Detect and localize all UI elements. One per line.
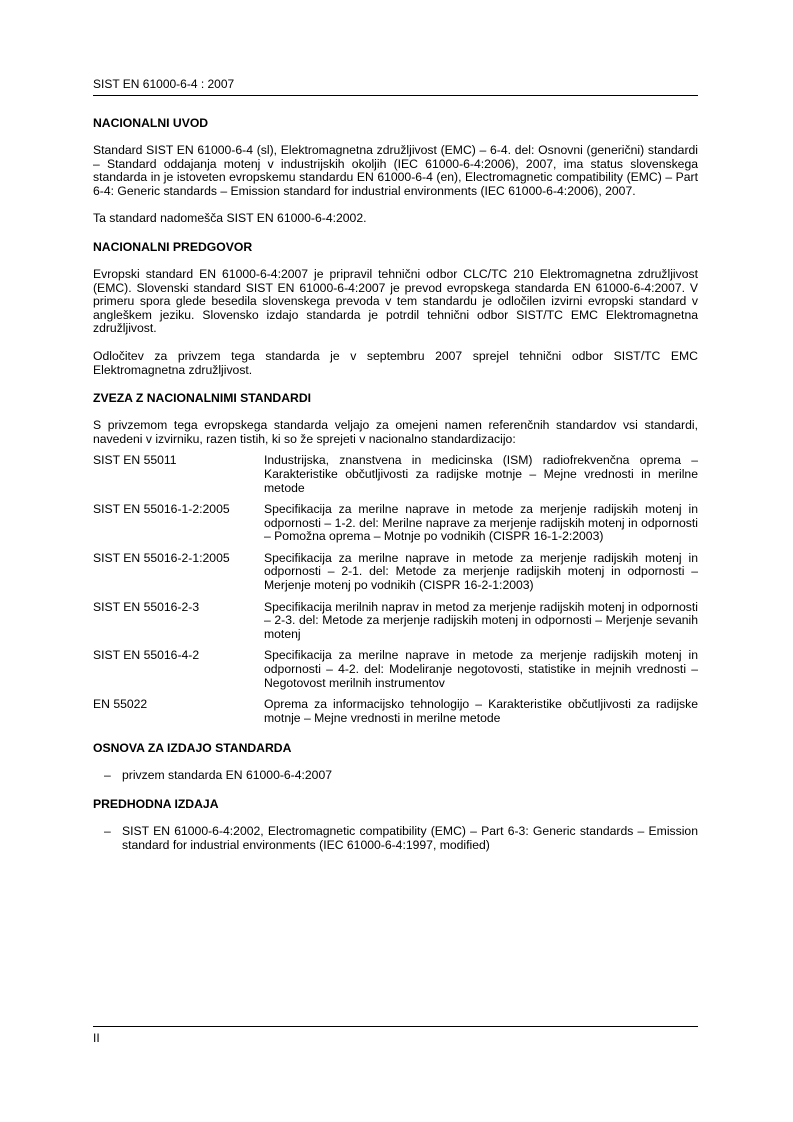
standard-description: Specifikacija za merilne naprave in metode za merjenje radijskih motenj in odpornosti – 2-1. del: Metode za merjenje radijskih motenj in odpornosti – Merjenje motenj po vodnikih (CISPR 16-2-1:2003) [264, 550, 698, 593]
table-row [93, 698, 698, 733]
uvod-paragraph-1: Standard SIST EN 61000-6-4 (sl), Elektromagnetna združljivost (EMC) – 6-4. del: Osnovni (generični) standardi – Standard oddajanja motenj v industrijskih okoljih (IEC 61000-6-4:2006), 2007, ima status slovenskega standarda in je istoveten evropskemu standardu EN 61000-6-4 (en), Electromagnetic compatibility (EMC) – Part 6-4: Generic standards – Emission standard for industrial environments (IEC 61000-6-4:2006), 2007. [93, 143, 698, 198]
list-item-text: privzem standarda EN 61000-6-4:2007 [122, 768, 333, 783]
predgovor-paragraph-2: Odločitev za privzem tega standarda je v septembru 2007 sprejel tehnični odbor SIST/TC EMC Elektromagnetna združljivost. [93, 348, 698, 377]
table-row [93, 601, 698, 650]
list-item-text: SIST EN 61000-6-4:2002, Electromagnetic compatibility (EMC) – Part 6-3: Generic standards – Emission standard for industrial environments (IEC 61000-6-4:1997, modified) [122, 824, 698, 852]
standard-description: Specifikacija za merilne naprave in metode za merjenje radijskih motenj in odpornosti – 4-2. del: Modeliranje negotovosti, statistike in mejnih vrednosti – Negotovost merilnih instrumentov [264, 648, 698, 690]
standard-code: SIST EN 55016-2-3 [93, 599, 200, 614]
standard-code: SIST EN 55016-1-2:2005 [93, 502, 230, 517]
dash-bullet: – [104, 768, 111, 783]
page-number: II [93, 1031, 100, 1045]
predgovor-paragraph-1: Evropski standard EN 61000-6-4:2007 je pripravil tehnični odbor CLC/TC 210 Elektromagnetna združljivost (EMC). Slovenski standard SIST EN 61000-6-4:2007 je prevod evropskega standarda EN 61000-6-4:2007. V primeru spora glede besedila slovenskega prevoda v tem standardu je odločilen izvirni evropski standard v angleškem jeziku. Slovensko izdajo standarda je potrdil tehnični odbor SIST/TC EMC Elektromagnetna združljivost. [93, 266, 698, 336]
standard-description: Industrijska, znanstvena in medicinska (ISM) radiofrekvenčna oprema – Karakteristike občutljivosti za radijske motnje – Mejne vrednosti in merilne metode [264, 453, 698, 495]
standard-code: SIST EN 55011 [93, 453, 177, 468]
section-title-zveza: ZVEZA Z NACIONALNIMI STANDARDI [93, 391, 312, 406]
standard-description: Specifikacija za merilne naprave in metode za merjenje radijskih motenj in odpornosti – 1-2. del: Merilne naprave za merjenje radijskih motenj in odpornosti – Pomožna oprema – Motnje po vodnikih (CISPR 16-1-2:2003) [264, 502, 698, 544]
zveza-paragraph-1: S privzemom tega evropskega standarda veljajo za omejeni namen referenčnih standardov vsi standardi, navedeni v izvirniku, razen tistih, ki so že sprejeti v nacionalno standardizacijo: [93, 418, 698, 446]
uvod-paragraph-2: Ta standard nadomešča SIST EN 61000-6-4:2002. [93, 211, 367, 226]
table-row [93, 503, 698, 552]
standard-code: SIST EN 55016-2-1:2005 [93, 550, 230, 565]
table-row [93, 552, 698, 601]
footer-divider [93, 1026, 698, 1027]
osnova-list [93, 769, 698, 783]
document-header: SIST EN 61000-6-4 : 2007 [93, 77, 235, 91]
standard-description: Specifikacija merilnih naprav in metod za merjenje radijskih motenj in odpornosti – 2-3. del: Metode za merjenje radijskih motenj in odpornosti – Merjenje sevanih motenj [264, 599, 698, 641]
section-title-osnova: OSNOVA ZA IZDAJO STANDARDA [93, 741, 292, 756]
header-divider [93, 95, 698, 96]
section-title-uvod: NACIONALNI UVOD [93, 116, 209, 130]
section-title-predhodna: PREDHODNA IZDAJA [93, 797, 219, 811]
table-row [93, 649, 698, 698]
standard-code: EN 55022 [93, 697, 148, 712]
predhodna-list [93, 825, 698, 852]
list-item [93, 769, 698, 783]
standard-code: SIST EN 55016-4-2 [93, 648, 200, 663]
section-title-predgovor: NACIONALNI PREDGOVOR [93, 239, 253, 254]
document-body [93, 116, 698, 866]
table-row [93, 454, 698, 503]
list-item [93, 825, 698, 852]
standard-description: Oprema za informacijsko tehnologijo – Karakteristike občutljivosti za radijske motnje – Mejne vrednosti in merilne metode [264, 697, 698, 725]
reference-standards-table [93, 454, 698, 733]
dash-bullet: – [104, 824, 111, 838]
